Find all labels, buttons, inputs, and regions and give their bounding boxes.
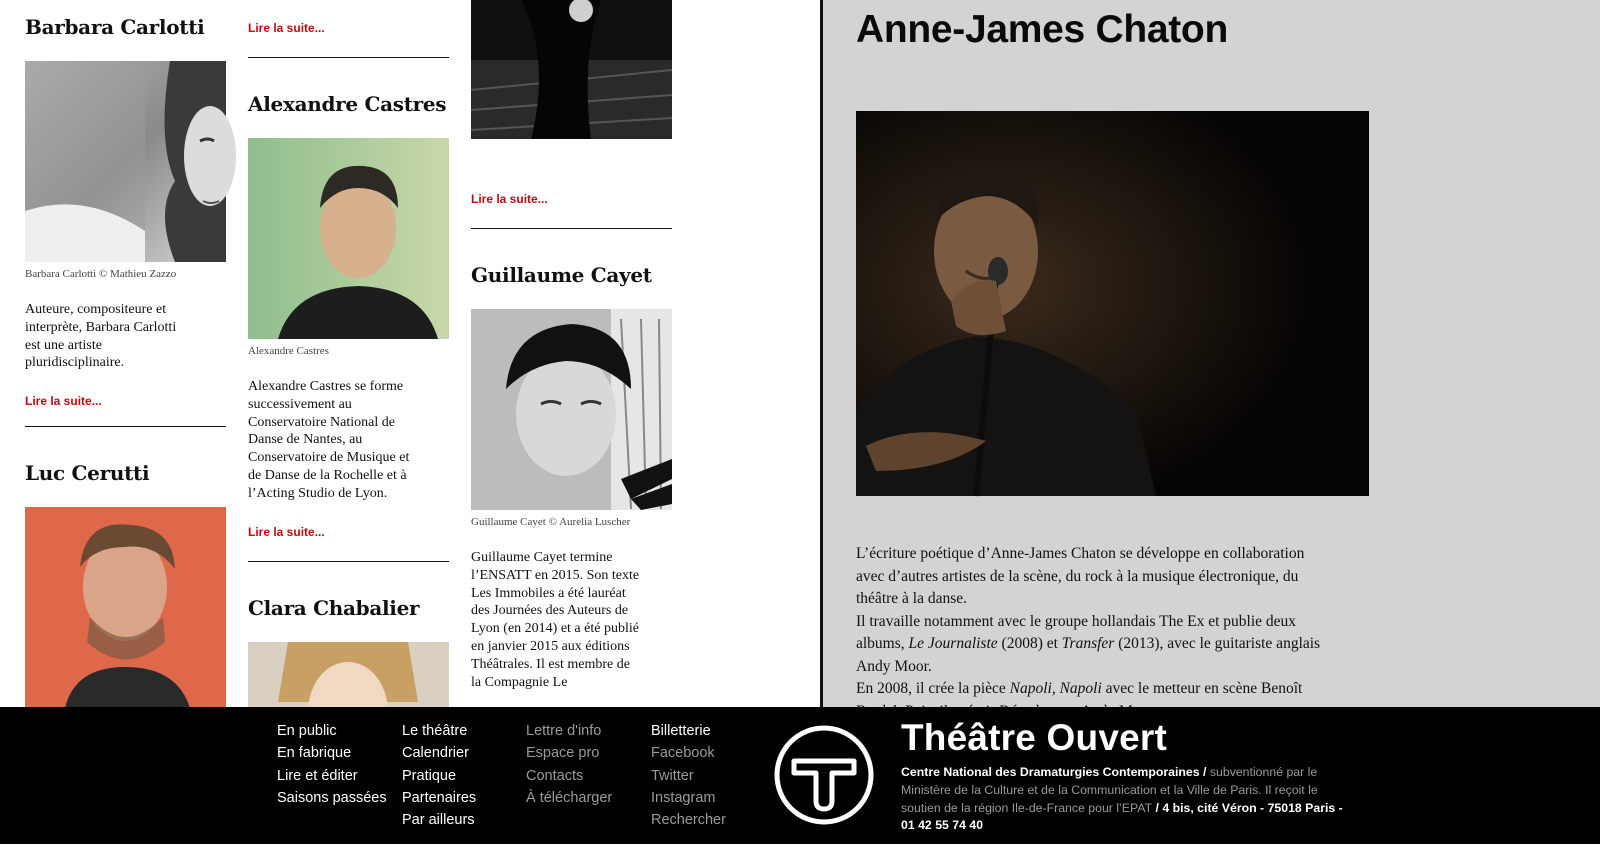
separator	[25, 426, 226, 427]
photo-caption: Alexandre Castres	[248, 345, 329, 357]
footer-link-espace-pro[interactable]: Espace pro	[526, 745, 600, 762]
read-more-link[interactable]: Lire la suite...	[471, 192, 548, 206]
footer-link-le-theatre[interactable]: Le théâtre	[402, 723, 468, 739]
site-footer	[0, 707, 1600, 844]
artist-bio: Auteure, compositeure et interprète, Barbara Carlotti est une artiste pluridisciplinaire.	[25, 302, 177, 371]
footer-address: Centre National des Dramaturgies Contemporaines / subventionné par le Ministère de la Culture et de la Communication et la Ville de Paris. Il reçoit le soutien de la région Ile-de-France pour l’EPAT / 4 bis, cité Véron - 75018 Paris - 01 42 55 74 40	[901, 765, 1343, 833]
read-more-link[interactable]: Lire la suite...	[248, 21, 325, 35]
artist-bio: Guillaume Cayet termine l’ENSATT en 2015. Son texte Les Immobiles a été lauréat des Journées des Auteurs de Lyon (en 2014) et a été publié en janvier 2015 aux éditions Théâtrales. Il est membre de la Compagnie Le	[471, 550, 640, 690]
footer-link-pratique[interactable]: Pratique	[402, 767, 457, 784]
footer-link-saisons-passees[interactable]: Saisons passées	[277, 789, 387, 806]
separator	[248, 57, 449, 58]
artist-name-clara-chabalier[interactable]: Clara Chabalier	[248, 595, 420, 620]
bio-paragraph-2: Il travaille notamment avec le groupe hollandais The Ex et publie deux albums, Le Journaliste (2008) et Transfer (2013), avec le guitariste anglais Andy Moor.	[856, 612, 1321, 675]
listing-column-3	[471, 0, 672, 691]
footer-nav-info	[526, 720, 612, 809]
artist-name-barbara-carlotti[interactable]: Barbara Carlotti	[25, 15, 205, 39]
theatre-ouvert-logo-icon[interactable]	[772, 723, 876, 827]
footer-link-en-fabrique[interactable]: En fabrique	[277, 745, 352, 762]
footer-nav-main	[277, 720, 387, 809]
separator	[471, 228, 672, 229]
artist-photo-luc-cerutti[interactable]	[25, 507, 226, 708]
artist-bio: Alexandre Castres se forme successivement au Conservatoire National de Danse de Nantes, au Conservatoire de Musique et de Danse de la Rochelle et à l’Acting Studio de Lyon.	[248, 379, 410, 501]
footer-link-a-telecharger[interactable]: À télécharger	[526, 789, 613, 806]
footer-link-en-public[interactable]: En public	[277, 723, 337, 739]
read-more-link[interactable]: Lire la suite...	[25, 394, 102, 409]
photo-caption: Guillaume Cayet © Aurelia Luscher	[471, 516, 631, 528]
footer-link-twitter[interactable]: Twitter	[651, 767, 694, 784]
footer-link-billetterie[interactable]: Billetterie	[651, 723, 711, 739]
footer-nav-social	[651, 720, 726, 831]
artist-photo-barbara-carlotti[interactable]	[25, 61, 226, 262]
footer-link-lire-et-editer[interactable]: Lire et éditer	[277, 767, 358, 784]
separator	[248, 561, 449, 562]
detail-artist-name: Anne-James Chaton	[856, 8, 1228, 51]
footer-link-partenaires[interactable]: Partenaires	[402, 789, 477, 806]
footer-link-facebook[interactable]: Facebook	[651, 745, 715, 762]
bio-paragraph-3: En 2008, il crée la pièce Napoli, Napoli avec le metteur en scène Benoît	[856, 680, 1303, 697]
artist-name-luc-cerutti[interactable]: Luc Cerutti	[25, 461, 150, 486]
artist-photo-guillaume-cayet[interactable]	[471, 309, 672, 510]
footer-link-instagram[interactable]: Instagram	[651, 789, 716, 806]
detail-artist-photo	[856, 111, 1369, 496]
footer-link-par-ailleurs[interactable]: Par ailleurs	[402, 812, 475, 829]
footer-link-rechercher[interactable]: Rechercher	[651, 812, 726, 829]
bio-paragraph-1: L’écriture poétique d’Anne-James Chaton se développe en collaboration avec d’autres artistes de la scène, du rock à la musique électronique, du théâtre à la danse.	[856, 545, 1305, 607]
artist-name-guillaume-cayet[interactable]: Guillaume Cayet	[471, 263, 652, 287]
artist-name-alexandre-castres[interactable]: Alexandre Castres	[248, 92, 447, 116]
read-more-link[interactable]: Lire la suite...	[248, 524, 325, 539]
footer-link-calendrier[interactable]: Calendrier	[402, 745, 469, 762]
footer-link-contacts[interactable]: Contacts	[526, 767, 584, 784]
detail-artist-bio	[856, 543, 1336, 723]
artist-photo-alexandre-castres[interactable]	[248, 138, 449, 339]
footer-link-lettre-info[interactable]: Lettre d'info	[526, 723, 602, 739]
photo-caption: Barbara Carlotti © Mathieu Zazzo	[25, 268, 177, 280]
artist-detail-panel	[823, 0, 1600, 707]
footer-nav-theatre	[402, 720, 476, 831]
artist-photo-previous[interactable]	[471, 0, 672, 139]
listing-column-1	[25, 0, 226, 708]
artist-listing	[0, 0, 820, 707]
footer-brand-name: Théâtre Ouvert	[901, 717, 1167, 758]
